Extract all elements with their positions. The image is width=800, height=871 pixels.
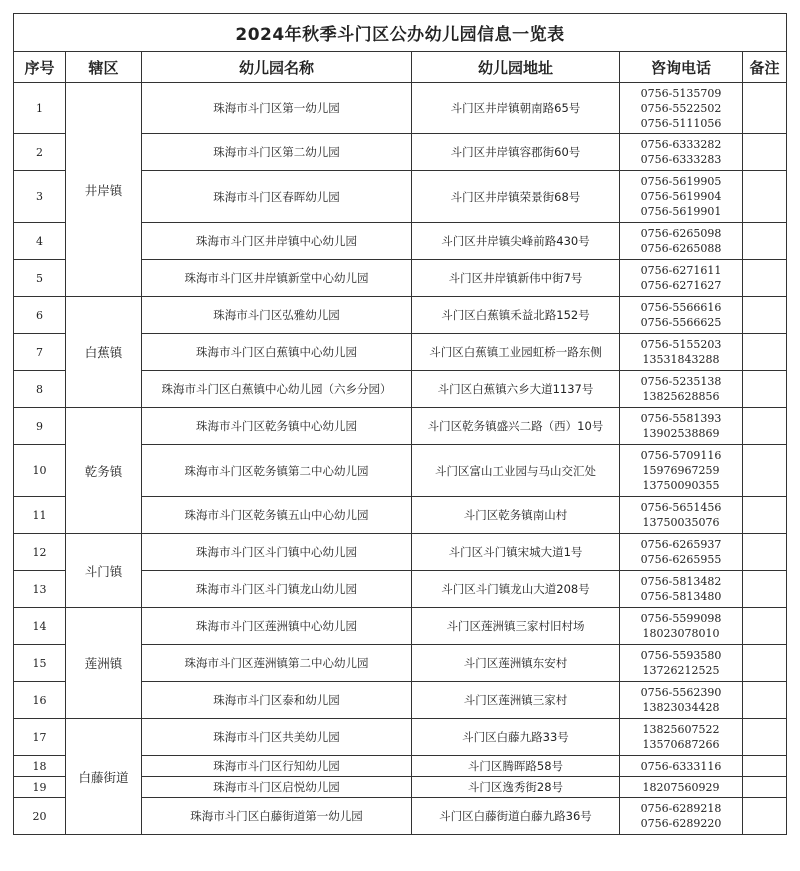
kindergarten-name: 珠海市斗门区莲洲镇中心幼儿园	[142, 608, 412, 645]
remark-cell	[743, 260, 787, 297]
phone-cell	[620, 719, 743, 756]
row-index: 14	[14, 608, 66, 645]
remark-cell	[743, 445, 787, 497]
row-index: 4	[14, 223, 66, 260]
district-cell: 乾务镇	[66, 408, 142, 534]
phone-cell	[620, 297, 743, 334]
kindergarten-table	[13, 13, 787, 835]
title-row	[14, 14, 787, 52]
phone-number: 13825607522	[642, 723, 720, 736]
row-index: 13	[14, 571, 66, 608]
row-index: 17	[14, 719, 66, 756]
kindergarten-address: 斗门区井岸镇新伟中街7号	[412, 260, 620, 297]
phone-cell	[620, 798, 743, 835]
row-index: 20	[14, 798, 66, 835]
remark-cell	[743, 134, 787, 171]
phone-cell	[620, 260, 743, 297]
phone-number: 0756-6265088	[640, 242, 722, 255]
phone-number: 18023078010	[642, 627, 720, 640]
page-title: 2024年秋季斗门区公办幼儿园信息一览表	[14, 14, 787, 52]
remark-cell	[743, 371, 787, 408]
phone-number: 13825628856	[642, 390, 720, 403]
row-index: 7	[14, 334, 66, 371]
district-cell: 井岸镇	[66, 83, 142, 297]
phone-cell	[620, 134, 743, 171]
phone-cell	[620, 371, 743, 408]
phone-cell	[620, 571, 743, 608]
remark-cell	[743, 682, 787, 719]
row-index: 6	[14, 297, 66, 334]
kindergarten-name: 珠海市斗门区弘雅幼儿园	[142, 297, 412, 334]
phone-number: 0756-6289218	[640, 802, 722, 815]
row-index: 15	[14, 645, 66, 682]
header-phone: 咨询电话	[620, 52, 743, 83]
kindergarten-name: 珠海市斗门区共美幼儿园	[142, 719, 412, 756]
kindergarten-address: 斗门区斗门镇宋城大道1号	[412, 534, 620, 571]
district-cell: 斗门镇	[66, 534, 142, 608]
phone-cell	[620, 534, 743, 571]
phone-number: 0756-5651456	[640, 501, 722, 514]
kindergarten-name: 珠海市斗门区斗门镇中心幼儿园	[142, 534, 412, 571]
remark-cell	[743, 608, 787, 645]
phone-cell	[620, 645, 743, 682]
remark-cell	[743, 171, 787, 223]
district-cell: 莲洲镇	[66, 608, 142, 719]
district-cell: 白藤街道	[66, 719, 142, 835]
header-address: 幼儿园地址	[412, 52, 620, 83]
table-row	[14, 297, 787, 334]
row-index: 16	[14, 682, 66, 719]
header-name: 幼儿园名称	[142, 52, 412, 83]
kindergarten-address: 斗门区莲洲镇三家村旧村场	[412, 608, 620, 645]
kindergarten-address: 斗门区逸秀街28号	[412, 777, 620, 798]
phone-number: 0756-5709116	[640, 449, 722, 462]
table-row	[14, 534, 787, 571]
remark-cell	[743, 534, 787, 571]
phone-number: 13531843288	[642, 353, 720, 366]
phone-cell	[620, 497, 743, 534]
phone-cell	[620, 756, 743, 777]
phone-number: 0756-5599098	[640, 612, 722, 625]
phone-number: 13750090355	[642, 479, 720, 492]
kindergarten-address: 斗门区莲洲镇东安村	[412, 645, 620, 682]
phone-cell	[620, 83, 743, 134]
phone-cell	[620, 334, 743, 371]
phone-number: 15976967259	[642, 464, 720, 477]
phone-number: 0756-5619901	[640, 205, 722, 218]
kindergarten-address: 斗门区莲洲镇三家村	[412, 682, 620, 719]
remark-cell	[743, 645, 787, 682]
phone-number: 0756-5135709	[640, 86, 722, 100]
kindergarten-name: 珠海市斗门区春晖幼儿园	[142, 171, 412, 223]
phone-number: 0756-5581393	[640, 412, 722, 425]
kindergarten-address: 斗门区白藤街道白藤九路36号	[412, 798, 620, 835]
kindergarten-name: 珠海市斗门区乾务镇第二中心幼儿园	[142, 445, 412, 497]
phone-number: 0756-6265098	[640, 227, 722, 240]
remark-cell	[743, 798, 787, 835]
phone-number: 0756-6333283	[640, 153, 722, 166]
kindergarten-address: 斗门区白蕉镇六乡大道1137号	[412, 371, 620, 408]
phone-number: 13570687266	[642, 738, 720, 751]
kindergarten-address: 斗门区腾晖路58号	[412, 756, 620, 777]
kindergarten-name: 珠海市斗门区启悦幼儿园	[142, 777, 412, 798]
row-index: 2	[14, 134, 66, 171]
phone-cell	[620, 608, 743, 645]
phone-cell	[620, 777, 743, 798]
phone-number: 0756-6289220	[640, 817, 722, 830]
kindergarten-name: 珠海市斗门区白蕉镇中心幼儿园（六乡分园）	[142, 371, 412, 408]
phone-number: 0756-5593580	[640, 649, 722, 662]
row-index: 1	[14, 83, 66, 134]
kindergarten-address: 斗门区乾务镇南山村	[412, 497, 620, 534]
phone-cell	[620, 171, 743, 223]
remark-cell	[743, 777, 787, 798]
phone-number: 0756-6265937	[640, 538, 722, 551]
kindergarten-name: 珠海市斗门区第一幼儿园	[142, 83, 412, 134]
row-index: 19	[14, 777, 66, 798]
phone-cell	[620, 223, 743, 260]
row-index: 5	[14, 260, 66, 297]
kindergarten-address: 斗门区乾务镇盛兴二路（西）10号	[412, 408, 620, 445]
header-remark: 备注	[743, 52, 787, 83]
phone-number: 0756-6271627	[640, 279, 722, 292]
kindergarten-name: 珠海市斗门区白藤街道第一幼儿园	[142, 798, 412, 835]
kindergarten-name: 珠海市斗门区乾务镇中心幼儿园	[142, 408, 412, 445]
kindergarten-address: 斗门区白蕉镇工业园虹桥一路东侧	[412, 334, 620, 371]
phone-number: 0756-5619905	[640, 175, 722, 188]
kindergarten-address: 斗门区富山工业园与马山交汇处	[412, 445, 620, 497]
kindergarten-name: 珠海市斗门区行知幼儿园	[142, 756, 412, 777]
header-row	[14, 52, 787, 83]
kindergarten-info-sheet	[13, 13, 786, 835]
phone-number: 0756-6333116	[640, 759, 722, 773]
remark-cell	[743, 756, 787, 777]
remark-cell	[743, 408, 787, 445]
phone-number: 0756-5155203	[640, 338, 722, 351]
phone-number: 0756-6333282	[640, 138, 722, 151]
remark-cell	[743, 223, 787, 260]
kindergarten-address: 斗门区井岸镇尖峰前路430号	[412, 223, 620, 260]
phone-number: 0756-5235138	[640, 375, 722, 388]
row-index: 9	[14, 408, 66, 445]
remark-cell	[743, 297, 787, 334]
phone-number: 13823034428	[642, 701, 720, 714]
phone-number: 0756-6265955	[640, 553, 722, 566]
phone-number: 0756-5566625	[640, 316, 722, 329]
table-row	[14, 408, 787, 445]
header-index: 序号	[14, 52, 66, 83]
remark-cell	[743, 83, 787, 134]
phone-cell	[620, 682, 743, 719]
phone-number: 0756-6271611	[640, 264, 722, 277]
row-index: 12	[14, 534, 66, 571]
table-body	[14, 83, 787, 835]
row-index: 11	[14, 497, 66, 534]
kindergarten-name: 珠海市斗门区斗门镇龙山幼儿园	[142, 571, 412, 608]
phone-number: 0756-5566616	[640, 301, 722, 314]
kindergarten-address: 斗门区井岸镇朝南路65号	[412, 83, 620, 134]
row-index: 10	[14, 445, 66, 497]
phone-cell	[620, 408, 743, 445]
kindergarten-name: 珠海市斗门区井岸镇新堂中心幼儿园	[142, 260, 412, 297]
kindergarten-address: 斗门区井岸镇容郡街60号	[412, 134, 620, 171]
kindergarten-name: 珠海市斗门区白蕉镇中心幼儿园	[142, 334, 412, 371]
remark-cell	[743, 719, 787, 756]
remark-cell	[743, 334, 787, 371]
phone-number: 18207560929	[642, 780, 720, 794]
phone-number: 0756-5522502	[640, 101, 722, 115]
kindergarten-address: 斗门区井岸镇荣景街68号	[412, 171, 620, 223]
phone-cell	[620, 445, 743, 497]
phone-number: 0756-5813480	[640, 590, 722, 603]
kindergarten-address: 斗门区白藤九路33号	[412, 719, 620, 756]
phone-number: 0756-5562390	[640, 686, 722, 699]
kindergarten-name: 珠海市斗门区井岸镇中心幼儿园	[142, 223, 412, 260]
phone-number: 0756-5111056	[640, 116, 722, 130]
kindergarten-name: 珠海市斗门区乾务镇五山中心幼儿园	[142, 497, 412, 534]
header-district: 辖区	[66, 52, 142, 83]
kindergarten-name: 珠海市斗门区泰和幼儿园	[142, 682, 412, 719]
phone-number: 0756-5813482	[640, 575, 722, 588]
phone-number: 13902538869	[642, 427, 720, 440]
kindergarten-name: 珠海市斗门区莲洲镇第二中心幼儿园	[142, 645, 412, 682]
kindergarten-name: 珠海市斗门区第二幼儿园	[142, 134, 412, 171]
row-index: 3	[14, 171, 66, 223]
district-cell: 白蕉镇	[66, 297, 142, 408]
row-index: 8	[14, 371, 66, 408]
phone-number: 13750035076	[642, 516, 720, 529]
row-index: 18	[14, 756, 66, 777]
phone-number: 0756-5619904	[640, 190, 722, 203]
kindergarten-address: 斗门区斗门镇龙山大道208号	[412, 571, 620, 608]
table-row	[14, 83, 787, 134]
table-row	[14, 719, 787, 756]
table-row	[14, 608, 787, 645]
remark-cell	[743, 571, 787, 608]
phone-number: 13726212525	[642, 664, 720, 677]
kindergarten-address: 斗门区白蕉镇禾益北路152号	[412, 297, 620, 334]
remark-cell	[743, 497, 787, 534]
